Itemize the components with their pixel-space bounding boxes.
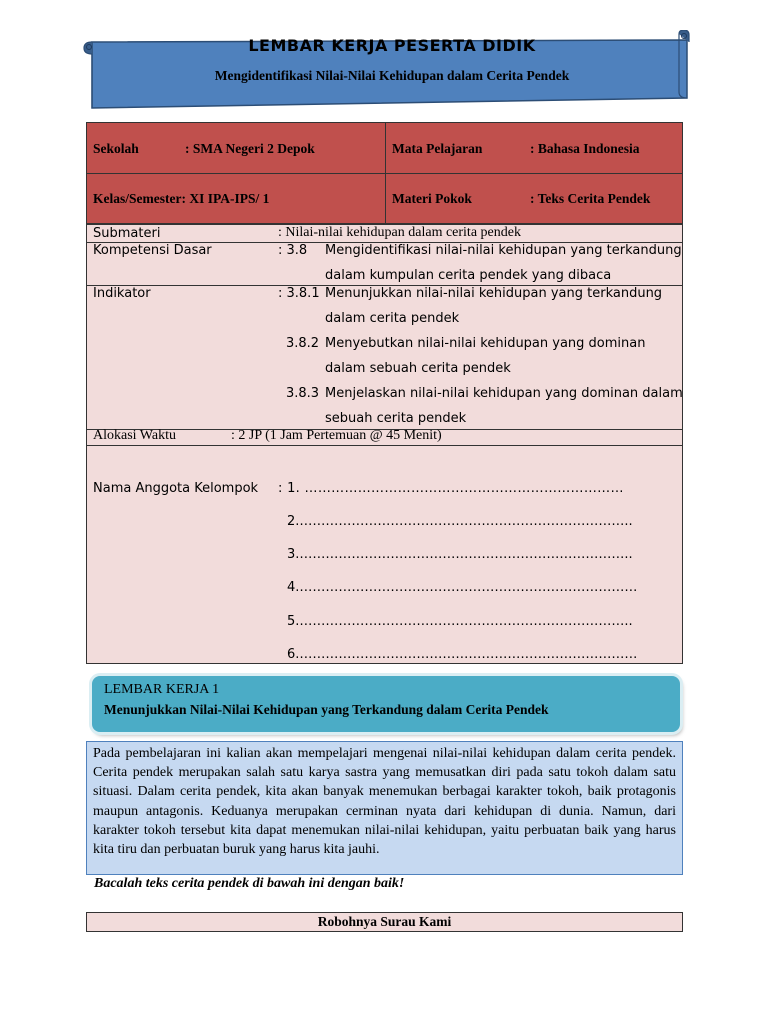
indikator-number: 3.8.3	[286, 386, 320, 401]
alokasi-value: : 2 JP (1 Jam Pertemuan @ 45 Menit)	[231, 428, 442, 443]
info-table	[86, 224, 683, 664]
anggota-line-4[interactable]: 4.……………………………………………………………………	[287, 580, 638, 595]
indikator-line: dalam cerita pendek	[325, 311, 460, 326]
indikator-line: Menyebutkan nilai-nilai kehidupan yang dominan	[325, 336, 646, 351]
worksheet-subtitle: Menunjukkan Nilai-Nilai Kehidupan yang Terkandung dalam Cerita Pendek	[104, 702, 549, 717]
title-banner	[82, 30, 690, 110]
materi-value: : Teks Cerita Pendek	[530, 191, 651, 206]
indikator-line: dalam sebuah cerita pendek	[325, 361, 511, 376]
header-table	[86, 122, 683, 224]
mapel-value: : Bahasa Indonesia	[530, 141, 640, 156]
submateri-value: : Nilai-nilai kehidupan dalam cerita pendek	[278, 225, 521, 240]
instruction-text: Bacalah teks cerita pendek di bawah ini dengan baik!	[94, 876, 405, 891]
sekolah-value: : SMA Negeri 2 Depok	[185, 141, 315, 156]
kd-text-line2: dalam kumpulan cerita pendek yang dibaca	[325, 268, 612, 283]
anggota-line-2[interactable]: 2.…………………………………………………………………..	[287, 514, 633, 529]
kd-text-line1: Mengidentifikasi nilai-nilai kehidupan yang terkandung	[325, 243, 682, 258]
divider	[87, 173, 682, 174]
kelas-label: Kelas/Semester: XI IPA-IPS/ 1	[93, 191, 270, 206]
worksheet-title: LEMBAR KERJA 1	[104, 682, 220, 697]
sekolah-label: Sekolah	[93, 141, 139, 156]
kd-number: : 3.8	[278, 243, 308, 258]
story-title: Robohnya Surau Kami	[86, 912, 683, 932]
page-title: LEMBAR KERJA PESERTA DIDIK	[248, 36, 536, 55]
intro-paragraph: Pada pembelajaran ini kalian akan mempelajari mengenai nilai-nilai kehidupan dalam cerita pendek. Cerita pendek merupakan salah satu karya sastra yang memusatkan diri pada satu tokoh dalam satu situasi. Dalam cerita pendek, kita akan banyak menemukan berbagai karakter tokoh, baik protagonis maupun antagonis. Keduanya merupakan cerminan nyata dari kehidupan di dunia. Namun, dari karakter tokoh tersebut kita dapat menemukan nilai-nilai kehidupan, yaitu perbuatan baik yang harus kita tiru dan perbuatan buruk yang harus kita jauhi.	[86, 741, 683, 875]
anggota-line-6[interactable]: 6.……………………………………………………………………	[287, 647, 638, 662]
anggota-line-1[interactable]: : 1. ………………………………………………………………	[278, 481, 624, 496]
mapel-label: Mata Pelajaran	[392, 141, 483, 156]
page-subtitle: Mengidentifikasi Nilai-Nilai Kehidupan dalam Cerita Pendek	[214, 68, 570, 83]
anggota-label: Nama Anggota Kelompok	[93, 481, 259, 496]
indikator-line: Menjelaskan nilai-nilai kehidupan yang dominan dalam	[325, 386, 683, 401]
indikator-number: : 3.8.1	[278, 286, 320, 301]
indikator-label: Indikator	[93, 286, 151, 301]
indikator-number: 3.8.2	[286, 336, 320, 351]
indikator-line: sebuah cerita pendek	[325, 411, 467, 426]
alokasi-label: Alokasi Waktu	[93, 428, 176, 443]
anggota-line-5[interactable]: 5.…………………………………………………………………..	[287, 614, 633, 629]
kd-label: Kompetensi Dasar	[93, 243, 212, 258]
anggota-line-3[interactable]: 3.…………………………………………………………………..	[287, 547, 633, 562]
materi-label: Materi Pokok	[392, 191, 472, 206]
submateri-label: Submateri	[93, 226, 161, 241]
worksheet-heading	[92, 676, 680, 732]
divider	[87, 445, 682, 446]
indikator-line: Menunjukkan nilai-nilai kehidupan yang terkandung	[325, 286, 663, 301]
